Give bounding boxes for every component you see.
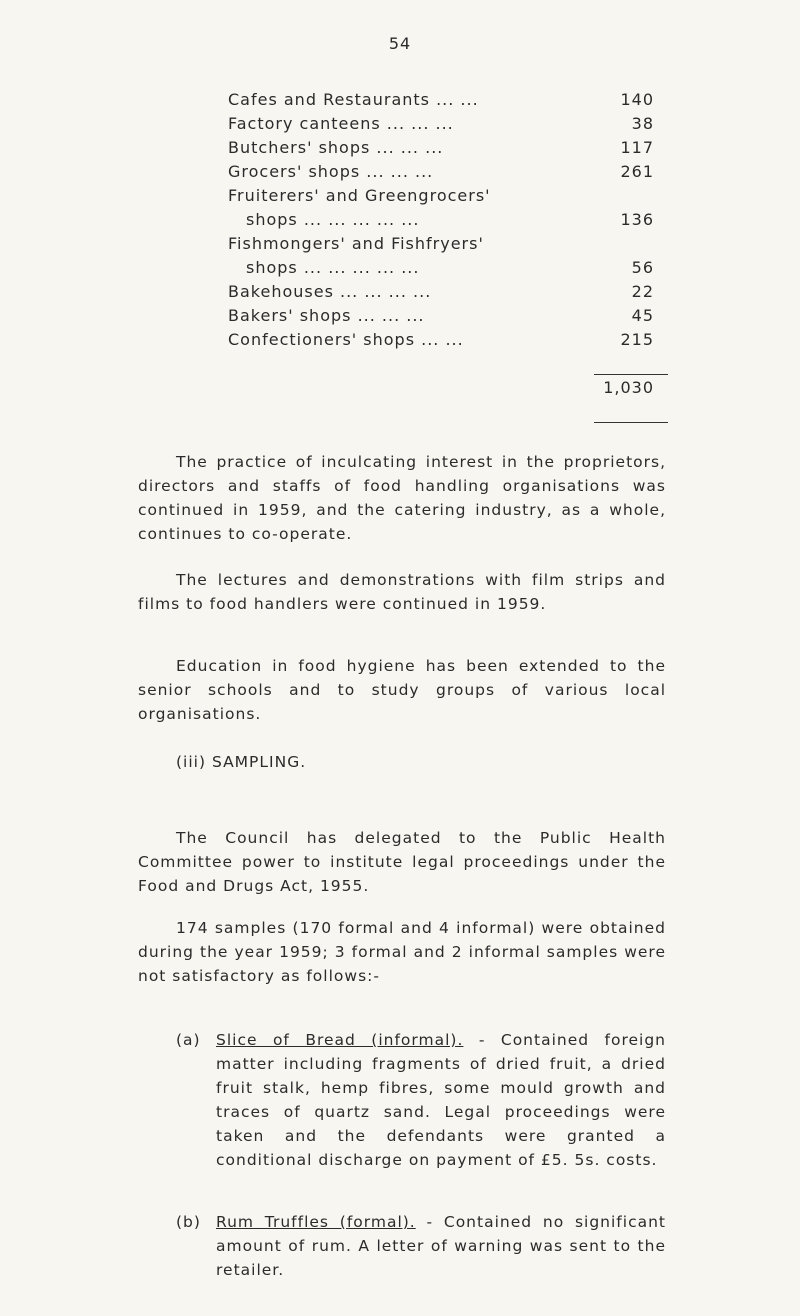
sample-item-truffles [176, 1210, 666, 1279]
item-text: - Contained foreign matter including fragments of dried fruit, a dried fruit stalk, hemp fibres, some mould growth and traces of quartz sand. Legal proceedings were taken and the defendants were granted a conditional discharge on payment of £5. 5s. costs. [216, 1031, 666, 1169]
row-value: 140 [620, 90, 654, 109]
row-label: Bakers' shops ... ... ... [228, 306, 425, 325]
row-value: 22 [631, 282, 654, 301]
row-value: 117 [620, 138, 654, 157]
row-label: Bakehouses ... ... ... ... [228, 282, 432, 301]
item-marker: (a) [176, 1031, 201, 1049]
paragraph-education: Education in food hygiene has been extended to the senior schools and to study groups of various local organisations. [138, 657, 666, 723]
row-label-continued: shops ... ... ... ... ... [246, 258, 420, 277]
item-title: Slice of Bread (informal). [216, 1031, 464, 1049]
row-value: 136 [620, 210, 654, 229]
row-value: 45 [631, 306, 654, 325]
table-row [228, 184, 668, 232]
row-value: 215 [620, 330, 654, 349]
item-title: Rum Truffles (formal). [216, 1213, 416, 1231]
row-label: Confectioners' shops ... ... [228, 330, 464, 349]
row-label: Fishmongers' and Fishfryers' [228, 234, 484, 253]
item-text: - Contained no significant amount of rum. A letter of warning was sent to the retailer. [216, 1213, 666, 1279]
paragraph-practice: The practice of inculcating interest in the proprietors, directors and staffs of food handling organisations was continued in 1959, and the catering industry, as a whole, continues to co-operate. [138, 453, 666, 543]
row-value: 38 [631, 114, 654, 133]
row-value: 261 [620, 162, 654, 181]
premises-table [228, 88, 668, 397]
row-label-continued: shops ... ... ... ... ... [246, 210, 420, 229]
table-row [228, 328, 668, 352]
paragraph-samples: 174 samples (170 formal and 4 informal) were obtained during the year 1959; 3 formal and 2 informal samples were not satisfactory as follows:- [138, 919, 666, 985]
page-number: 54 [388, 34, 412, 53]
table-row [228, 136, 668, 160]
row-label: Cafes and Restaurants ... ... [228, 90, 479, 109]
item-marker: (b) [176, 1213, 201, 1231]
sample-item-bread [176, 1028, 666, 1169]
total-rule-bottom [594, 422, 668, 423]
total-rule-top [594, 374, 668, 375]
paragraph-lectures: The lectures and demonstrations with film strips and films to food handlers were continued in 1959. [138, 571, 666, 613]
paragraph-council: The Council has delegated to the Public Health Committee power to institute legal proceedings under the Food and Drugs Act, 1955. [138, 829, 666, 895]
table-row [228, 160, 668, 184]
row-value: 56 [631, 258, 654, 277]
table-row [228, 232, 668, 280]
row-label: Fruiterers' and Greengrocers' [228, 186, 491, 205]
row-label: Butchers' shops ... ... ... [228, 138, 444, 157]
section-heading-sampling: (iii) SAMPLING. [176, 753, 307, 771]
table-row [228, 88, 668, 112]
table-total: 1,030 [603, 378, 654, 397]
table-row [228, 304, 668, 328]
row-label: Factory canteens ... ... ... [228, 114, 454, 133]
table-row [228, 280, 668, 304]
table-row [228, 112, 668, 136]
row-label: Grocers' shops ... ... ... [228, 162, 434, 181]
